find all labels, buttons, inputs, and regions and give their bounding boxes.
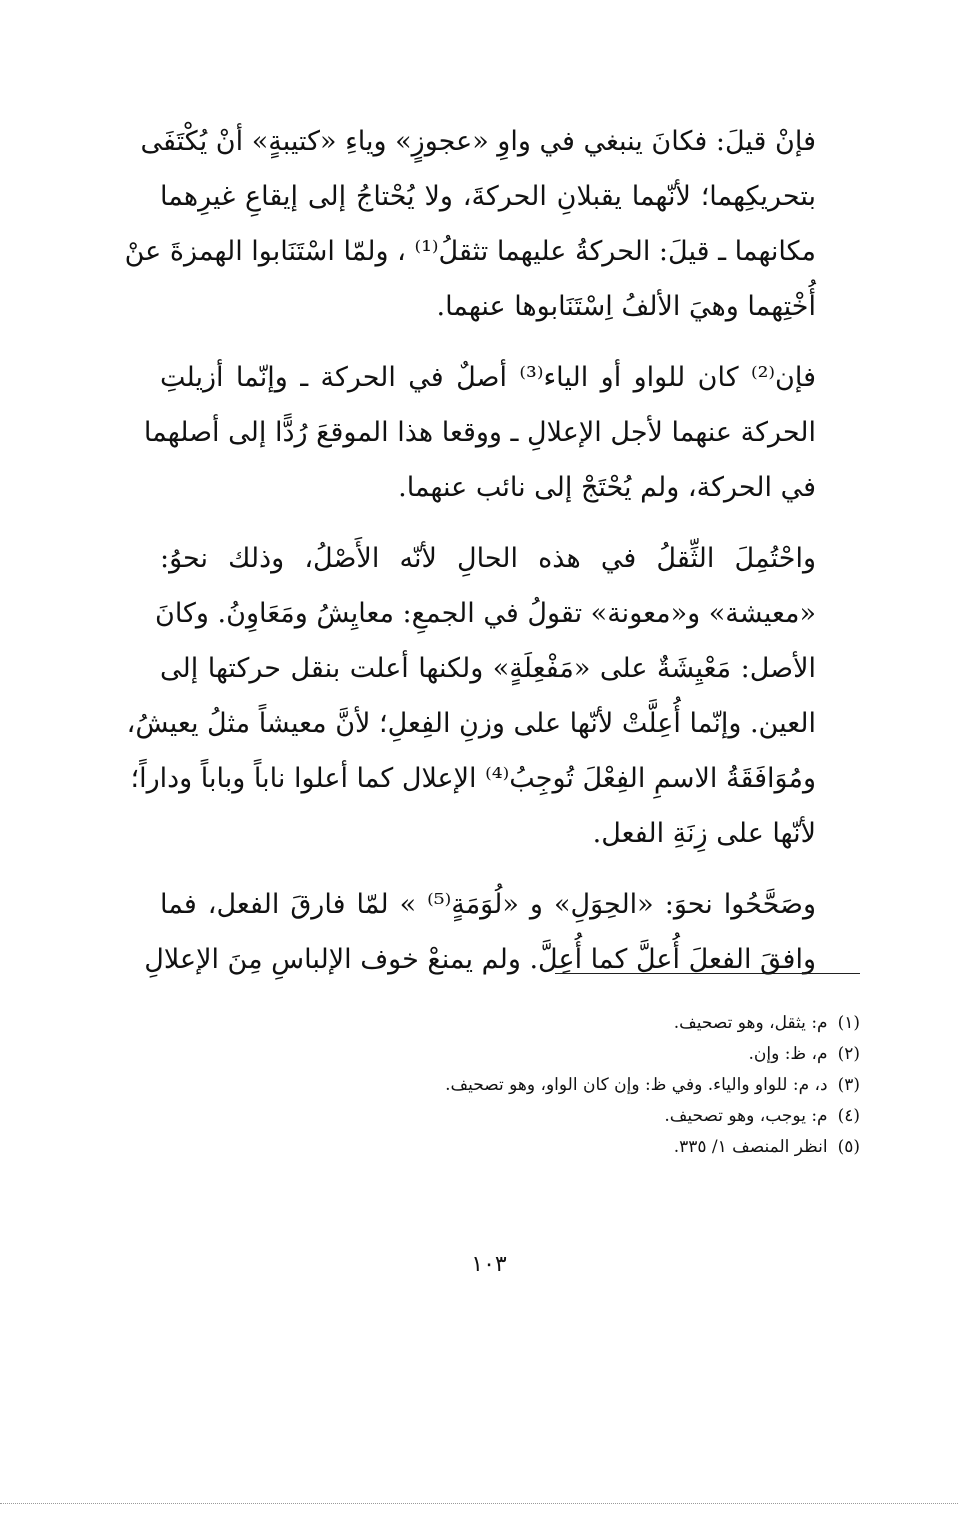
footnote-text: م، ظ: وإن. xyxy=(748,1044,828,1064)
footnote xyxy=(300,1070,860,1101)
footnote xyxy=(300,1008,860,1039)
text-line: فإنْ قيلَ: فكانَ ينبغي في واوِ «عجوزٍ» وياءِ «كتيبةٍ» أنْ يُكْتَفَى xyxy=(140,126,816,157)
text-line: ومُوَافَقَةُ الاسمِ الفِعْلَ تُوجِبُ⁽⁴⁾ الإعلال كما أعلوا ناباً وباباً وداراً؛ xyxy=(130,763,816,794)
text-line: الأصل: مَعْيِشَةٌ على «مَفْعِلَةٍ» ولكنها أعلت بنقل حركتها إلى xyxy=(160,653,816,684)
footnote-number: (٤) xyxy=(837,1106,860,1126)
paragraph xyxy=(143,350,860,515)
text-line: فإن⁽²⁾ كان للواو أو الياء⁽³⁾ أصلٌ في الحركة ـ وإنّما أزيلتِ xyxy=(160,362,816,393)
page-number: ١٠٣ xyxy=(471,1252,507,1277)
footnote-text: انظر المنصف ١/ ٣٣٥. xyxy=(673,1137,828,1157)
footnote xyxy=(300,1101,860,1132)
text-line: وصَحَّحُوا نحوَ: «الحِوَلِ» و «لُوَمَةٍ⁽⁵⁾ » لمّا فارقَ الفعل، فما xyxy=(160,889,817,920)
text-line: العين. وإنّما أُعِلَّتْ لأنّها على وزنِ الفِعلِ؛ لأنَّ معيشاً مثلُ يعيشُ، xyxy=(126,708,816,739)
footnote-text: م: يثقل، وهو تصحيف. xyxy=(673,1013,828,1033)
footnote-number: (٣) xyxy=(837,1075,860,1095)
footnote-text: د، م: للواو والياء. وفي ظ: وإن كان الواو، وهو تصحيف. xyxy=(445,1075,828,1095)
footnote-text: م: يوجب، وهو تصحيف. xyxy=(664,1106,828,1126)
paragraph xyxy=(124,114,860,334)
footnote-number: (١) xyxy=(837,1013,860,1033)
text-line: مكانهما ـ قيلَ: الحركةُ عليهما تثقلُ⁽¹⁾ ، ولمّا اسْتَنَابوا الهمزةَ عنْ xyxy=(124,236,816,267)
text-line: الحركة عنهما لأجل الإعلالِ ـ ووقعا هذا الموقعَ رُدًّا إلى أصلهما xyxy=(143,417,816,448)
paragraph xyxy=(144,877,860,987)
footnote-separator xyxy=(555,973,860,974)
text-line: «معيشة» و«معونة» تقولُ في الجمعِ: معايِشُ ومَعَاوِنُ. وكانَ xyxy=(155,598,816,629)
scan-edge-line xyxy=(0,1503,958,1504)
text-line: في الحركة، ولم يُحْتَجْ إلى نائب عنهما. xyxy=(398,472,816,503)
text-line: أُخْتِهما وهيَ الألفُ اِسْتَنَابوها عنهما. xyxy=(436,291,816,322)
text-line: واحْتُمِلَ الثِّقلُ في هذه الحالِ لأنّه الأَصْلُ، وذلك نحوُ: xyxy=(160,543,816,574)
footnote-number: (٥) xyxy=(837,1137,860,1157)
footnote xyxy=(300,1132,860,1163)
footnotes xyxy=(300,1008,860,1163)
text-line: بتحريكِهما؛ لأنّهما يقبلانِ الحركةَ، ولا يُحْتاجُ إلى إيقاعِ غيرِهما xyxy=(160,181,816,212)
footnote-number: (٢) xyxy=(837,1044,860,1064)
body-text xyxy=(124,114,860,1003)
text-line: وافقَ الفعلَ أُعلَّ كما أُعِلَّ. ولم يمنعْ خوف الإلباسِ مِنَ الإعلالِ xyxy=(144,944,816,975)
footnote xyxy=(300,1039,860,1070)
paragraph xyxy=(126,531,860,861)
text-line: لأنّها على زِنَةِ الفعل. xyxy=(592,818,816,849)
